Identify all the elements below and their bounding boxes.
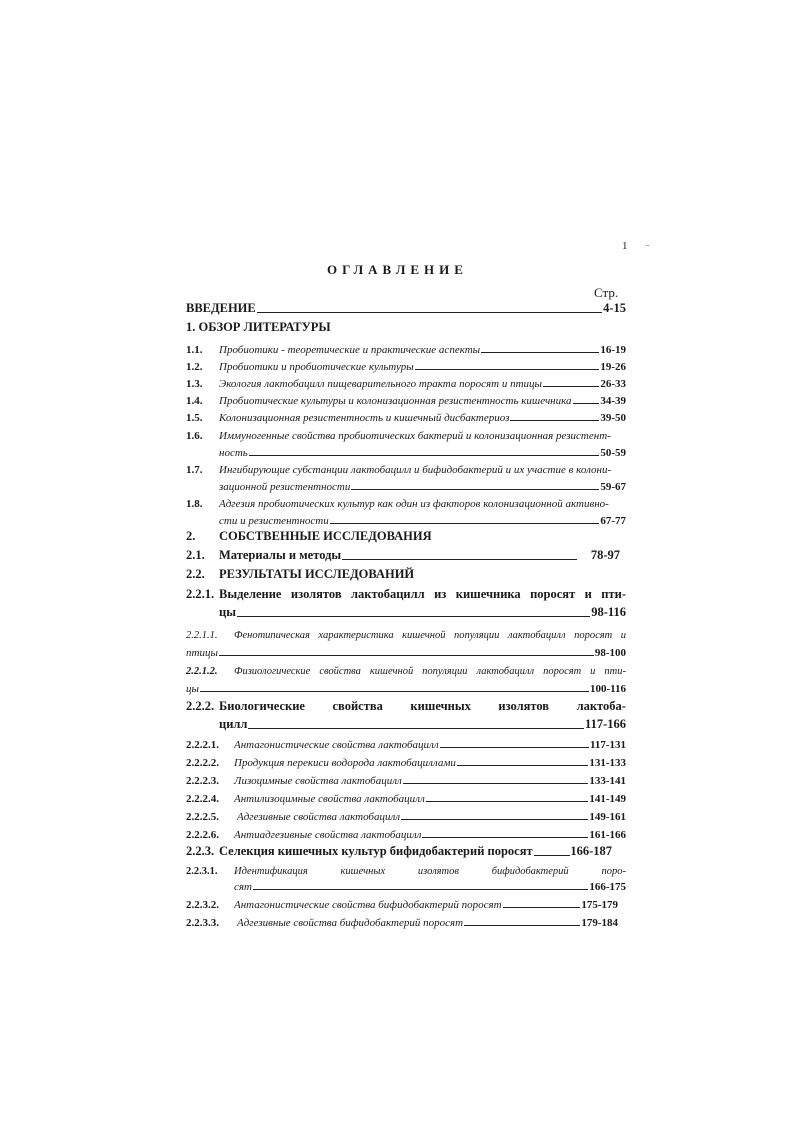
toc-entry-pages: 50-59 (600, 447, 626, 459)
toc-entry[interactable] (186, 893, 626, 911)
toc-entry[interactable] (186, 769, 626, 787)
word: бифидобактерий (491, 866, 569, 877)
toc-entry-text: Антиадгезивные свойства лактобацилл (234, 829, 422, 841)
toc-entry-text (219, 699, 626, 714)
toc-entry-pages: 16-19 (600, 344, 626, 356)
leader-line (503, 907, 581, 908)
page-number: 1 (622, 240, 628, 252)
toc-entry-text: Лизоцимные свойства лактобацилл (234, 775, 402, 787)
word: Идентификация (234, 866, 308, 877)
toc-entry-text: Антагонистические свойства лактобацилл (234, 739, 439, 751)
toc-entry-pages: 149-161 (589, 811, 626, 823)
toc-entry-pages: 98-116 (591, 605, 626, 619)
leader-line (342, 559, 577, 560)
toc-entry-number: 2.2.2.2. (186, 757, 219, 769)
toc-entry[interactable] (186, 372, 626, 390)
toc-entry-text: цы (186, 683, 199, 695)
toc-entry-number: 1.1. (186, 344, 203, 356)
toc-entry-text: Антилизоцимные свойства лактобацилл (234, 793, 425, 805)
toc-entry-pages: 100-116 (589, 683, 626, 695)
toc-entry[interactable] (186, 751, 626, 769)
section-title: РЕЗУЛЬТАТЫ ИССЛЕДОВАНИЙ (219, 567, 415, 581)
leader-line (200, 691, 589, 692)
toc-entry-pages: 19-26 (600, 361, 626, 373)
toc-entry-text: цилл (219, 717, 248, 731)
leader-line (351, 489, 599, 490)
leader-line (457, 765, 588, 766)
chapter-number: 2. (186, 529, 196, 543)
toc-entry-text: сти и резистентности (219, 515, 329, 527)
chapter-heading[interactable] (186, 317, 626, 335)
leader-line (237, 616, 590, 617)
toc-entry-text: Фенотипическая характеристика кишечной популяции лактобацилл поросят и (234, 630, 626, 641)
leader-line (403, 783, 589, 784)
toc-entry-pages: 98-100 (594, 647, 626, 659)
word: поро- (601, 866, 626, 877)
toc-entry[interactable] (186, 424, 626, 442)
toc-entry[interactable] (186, 841, 626, 859)
leader-line (543, 386, 599, 387)
toc-entry[interactable] (186, 406, 626, 424)
toc-entry-text: Продукция перекиси водорода лактобациллами (234, 757, 456, 769)
toc-entry-pages: 4-15 (603, 301, 626, 315)
toc-entry-text: Пробиотики - теоретические и практические аспекты (219, 344, 481, 356)
toc-entry-number: 2.2.3.2. (186, 899, 219, 911)
toc-entry-text: Пробиотические культуры и колонизационная резистентность кишечника (219, 395, 572, 407)
leader-line (219, 655, 594, 656)
toc-entry-text: ность (219, 447, 248, 459)
toc-entry-continuation[interactable] (186, 677, 626, 695)
leader-line (534, 855, 571, 856)
word: лактоба- (576, 699, 626, 713)
leader-line (249, 455, 600, 456)
scan-mark: - (646, 240, 650, 251)
chapter-title: СОБСТВЕННЫЕ ИССЛЕДОВАНИЯ (219, 529, 432, 543)
chapter-title: 1. ОБЗОР ЛИТЕРАТУРЫ (186, 320, 331, 334)
word: свойства (332, 699, 383, 713)
toc-entry-pages: 175-179 (581, 899, 618, 911)
toc-entry-pages: 117-131 (589, 739, 626, 751)
toc-entry-number: 2.2.1.2. (186, 666, 218, 677)
toc-entry-pages: 34-39 (600, 395, 626, 407)
toc-entry-pages: 166-187 (570, 844, 612, 858)
toc-entry-continuation[interactable] (186, 509, 626, 527)
toc-entry[interactable] (186, 911, 626, 929)
leader-line (422, 837, 588, 838)
toc-entry-text: Селекция кишечных культур бифидобактерий поросят (219, 844, 533, 858)
toc-entry[interactable] (186, 623, 626, 641)
toc-entry[interactable] (186, 458, 626, 476)
toc-entry-pages: 179-184 (581, 917, 618, 929)
toc-entry[interactable] (186, 492, 626, 510)
toc-entry-number: 2.2.2.3. (186, 775, 219, 787)
toc-entry-text: Антагонистические свойства бифидобактерий поросят (234, 899, 502, 911)
toc-entry-text: птицы (186, 647, 218, 659)
leader-line (510, 420, 599, 421)
leader-line (481, 352, 599, 353)
toc-entry-number: 1.6. (186, 430, 203, 442)
toc-entry-text: Пробиотики и пробиотические культуры (219, 361, 414, 373)
toc-entry-number: 2.2.2.4. (186, 793, 219, 805)
word: изолятов (498, 699, 550, 713)
toc-entry-text: Материалы и методы (219, 548, 342, 562)
leader-line (415, 369, 600, 370)
leader-line (401, 819, 588, 820)
toc-entry[interactable] (186, 733, 626, 751)
toc-entry[interactable] (186, 338, 626, 356)
toc-entry-text: Экология лактобацилл пищеварительного тракта поросят и птицы (219, 378, 542, 390)
toc-entry-number: 1.7. (186, 464, 203, 476)
toc-entry-text: цы (219, 605, 236, 619)
toc-entry-number: 1.5. (186, 412, 203, 424)
leader-line (248, 728, 584, 729)
toc-entry[interactable] (186, 805, 626, 823)
toc-entry-text: Иммуногенные свойства пробиотических бактерий и колонизационная резистент- (219, 430, 611, 442)
toc-entry-number: 1.8. (186, 498, 203, 510)
toc-entry-number: 2.2.2.6. (186, 829, 219, 841)
toc-entry-pages: 117-166 (585, 717, 626, 731)
toc-entry-number: 1.4. (186, 395, 203, 407)
toc-entry-intro[interactable] (186, 298, 626, 316)
chapter-heading[interactable] (186, 526, 626, 544)
toc-entry-number: 2.1. (186, 548, 205, 562)
leader-line (253, 889, 588, 890)
toc-entry-number: 2.2.2.1. (186, 739, 219, 751)
toc-entry[interactable] (186, 355, 626, 373)
toc-entry-number: 1.2. (186, 361, 203, 373)
toc-entry[interactable] (186, 389, 626, 407)
toc-entry[interactable] (186, 659, 626, 677)
toc-entry-pages: 67-77 (600, 515, 626, 527)
toc-entry-number: 2.2.3. (186, 844, 215, 858)
toc-entry-number: 2.2.2. (186, 699, 215, 713)
toc-entry-number: 2.2.1.1. (186, 630, 218, 641)
word: изолятов (417, 866, 459, 877)
toc-entry-continuation[interactable] (186, 475, 626, 493)
toc-entry-text: зационной резистентности (219, 481, 351, 493)
toc-entry-pages: 78-97 (590, 548, 620, 562)
toc-entry-pages: 133-141 (589, 775, 626, 787)
toc-entry-pages: 161-166 (589, 829, 626, 841)
leader-line (573, 403, 600, 404)
toc-entry-pages: 39-50 (600, 412, 626, 424)
toc-entry[interactable] (186, 584, 626, 602)
toc-entry-text: Адгезивные свойства лактобацилл (237, 811, 401, 823)
leader-line (464, 925, 580, 926)
toc-entry-text: Колонизационная резистентность и кишечный дисбактериоз (219, 412, 510, 424)
leader-line (330, 523, 600, 524)
toc-entry-text: Адгезия пробиотических культур как один из факторов колонизационной активно- (219, 498, 609, 510)
toc-entry-continuation[interactable] (186, 641, 626, 659)
leader-line (257, 312, 602, 313)
toc-entry-pages: 131-133 (589, 757, 626, 769)
toc-entry-continuation[interactable] (186, 875, 626, 893)
toc-entry[interactable] (186, 823, 626, 841)
leader-line (426, 801, 589, 802)
toc-entry-pages: 26-33 (600, 378, 626, 390)
toc-entry-number: 2.2.3.3. (186, 917, 219, 929)
toc-entry[interactable] (186, 545, 626, 563)
toc-entry-text: сят (234, 881, 252, 893)
toc-entry-number: 2.2.1. (186, 587, 215, 601)
toc-entry-text: Ингибирующие субстанции лактобацилл и бифидобактерий и их участие в колони- (219, 464, 612, 476)
word: кишечных (410, 699, 471, 713)
toc-entry-pages: 59-67 (600, 481, 626, 493)
toc-entry[interactable] (186, 696, 626, 714)
toc-entry[interactable] (186, 787, 626, 805)
word: Биологические (219, 699, 305, 713)
toc-entry-text: Физиологические свойства кишечной популяции лактобацилл поросят и пти- (234, 666, 626, 677)
toc-title: ОГЛАВЛЕНИЕ (327, 262, 468, 277)
section-heading[interactable] (186, 564, 626, 582)
toc-entry-text: ВВЕДЕНИЕ (186, 301, 256, 315)
leader-line (440, 747, 589, 748)
toc-entry-number: 2.2.3.1. (186, 866, 218, 877)
toc-entry-pages: 166-175 (589, 881, 626, 893)
word: кишечных (340, 866, 386, 877)
toc-entry-number: 1.3. (186, 378, 203, 390)
toc-entry-continuation[interactable] (186, 714, 626, 732)
toc-entry-text: Адгезивные свойства бифидобактерий поросят (237, 917, 464, 929)
toc-entry-number: 2.2.2.5. (186, 811, 219, 823)
toc-entry-continuation[interactable] (186, 602, 626, 620)
toc-entry-continuation[interactable] (186, 441, 626, 459)
toc-entry-pages: 141-149 (589, 793, 626, 805)
toc-entry-number: 2.2. (186, 567, 205, 581)
toc-entry-text: Выделение изолятов лактобацилл из кишечника поросят и пти- (219, 587, 626, 601)
page-column-label: Стр. (594, 285, 619, 300)
